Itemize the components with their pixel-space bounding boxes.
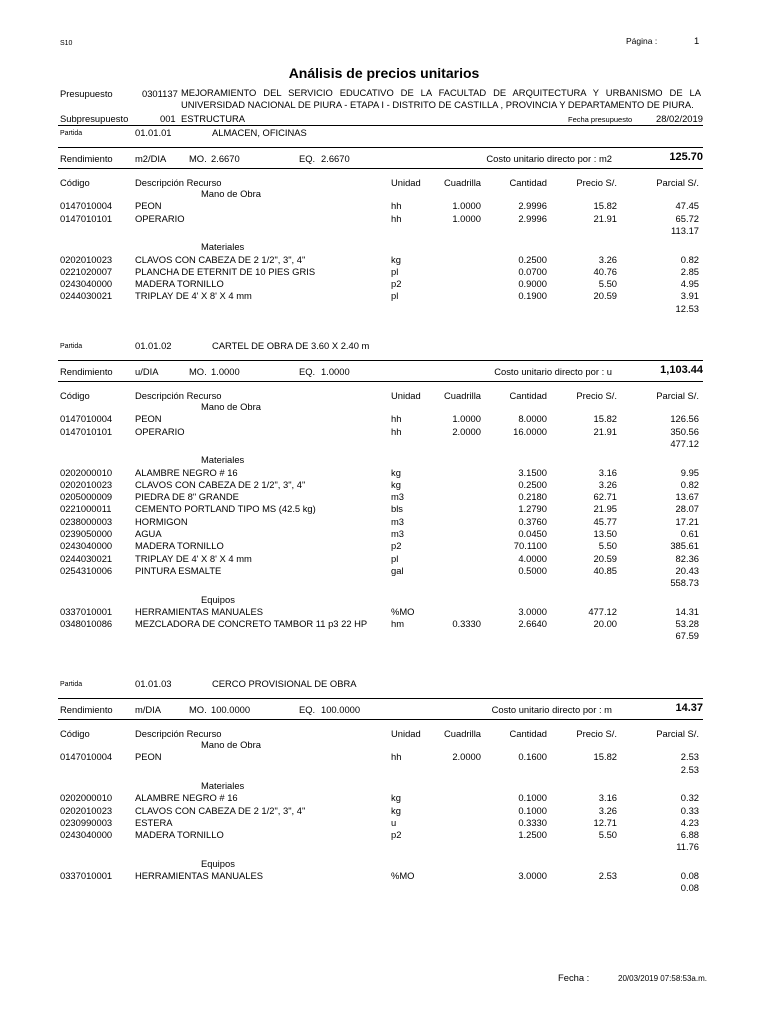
materiales-subtotal: 12.53 — [675, 302, 699, 314]
resource-quantity: 0.1000 — [518, 804, 547, 816]
resource-partial: 0.82 — [680, 478, 699, 490]
resource-unit: m3 — [391, 528, 405, 539]
resource-price: 20.59 — [593, 552, 617, 564]
resource-description: MADERA TORNILLO — [135, 829, 224, 841]
resource-cuadrilla: 1.0000 — [452, 212, 481, 224]
resource-code: 0244030021 — [60, 290, 113, 302]
resource-price: 15.82 — [593, 751, 617, 763]
resource-partial: 0.32 — [680, 792, 699, 804]
subpresupuesto-name: ESTRUCTURA — [181, 113, 246, 124]
resource-description: MADERA TORNILLO — [135, 278, 224, 290]
resource-price: 5.50 — [598, 829, 617, 841]
costo-unitario-value: 1,103.44 — [660, 364, 703, 376]
resource-description: HERRAMIENTAS MANUALES — [135, 605, 263, 617]
resource-description: PEON — [135, 751, 162, 763]
materiales-group-label: Materiales — [201, 454, 245, 466]
presupuesto-description: MEJORAMIENTO DEL SERVICIO EDUCATIVO DE LA FACULTAD DE ARQUITECTURA Y URBANISMO DE LA UNIVERSIDAD NACIONAL DE PIURA - ETAPA I - DISTRITO DE CASTILLA , PROVINCIA Y DEPARTAMENTO DE PIURA. — [181, 87, 701, 110]
col-header-cuadrilla: Cuadrilla — [444, 390, 481, 401]
resource-price: 477.12 — [588, 605, 617, 617]
col-header-unidad: Unidad — [391, 177, 421, 188]
resource-description: CLAVOS CON CABEZA DE 2 1/2", 3", 4" — [135, 804, 306, 816]
costo-unitario-value: 125.70 — [669, 151, 703, 163]
mo-value: 2.6670 — [211, 153, 240, 164]
equipos-group-label: Equipos — [201, 857, 235, 869]
resource-code: 0230990003 — [60, 816, 113, 828]
resource-price: 40.76 — [593, 265, 617, 277]
resource-price: 15.82 — [593, 413, 617, 425]
resource-cuadrilla: 1.0000 — [452, 413, 481, 425]
resource-description: PEON — [135, 200, 162, 212]
resource-description: TRIPLAY DE 4' X 8' X 4 mm — [135, 552, 252, 564]
materiales-subtotal: 11.76 — [676, 841, 699, 853]
resource-code: 0337010001 — [60, 605, 113, 617]
mo-label: MO. — [189, 704, 207, 715]
costo-unitario-label: Costo unitario directo por : u — [494, 366, 612, 377]
resource-description: ALAMBRE NEGRO # 16 — [135, 792, 238, 804]
resource-partial: 2.53 — [680, 751, 699, 763]
resource-description: TRIPLAY DE 4' X 8' X 4 mm — [135, 290, 252, 302]
resource-cuadrilla: 2.0000 — [452, 751, 481, 763]
resource-cuadrilla: 1.0000 — [452, 200, 481, 212]
resource-partial: 0.08 — [680, 870, 699, 881]
resource-code: 0243040000 — [60, 278, 113, 290]
subpresupuesto-code: 001 — [160, 113, 176, 124]
resource-code: 0202000010 — [60, 466, 113, 478]
resource-partial: 82.36 — [675, 552, 699, 564]
resource-description: OPERARIO — [135, 425, 185, 437]
costo-unitario-value: 14.37 — [675, 702, 703, 714]
rendimiento-label: Rendimiento — [60, 704, 113, 715]
col-header-precio: Precio S/. — [576, 390, 617, 401]
mano-de-obra-subtotal: 2.53 — [680, 763, 699, 775]
resource-price: 12.71 — [593, 816, 617, 828]
resource-unit: hh — [391, 425, 402, 437]
resource-description: HERRAMIENTAS MANUALES — [135, 870, 263, 881]
resource-quantity: 0.5000 — [518, 564, 547, 576]
mano-de-obra-group-label: Mano de Obra — [201, 739, 261, 750]
rendimiento-divider — [58, 381, 703, 382]
resource-price: 62.71 — [593, 491, 617, 503]
rendimiento-label: Rendimiento — [60, 153, 113, 164]
resource-price: 20.00 — [593, 618, 617, 630]
resource-description: MADERA TORNILLO — [135, 540, 224, 552]
equipos-subtotal: 67.59 — [675, 630, 699, 642]
resource-partial: 385.61 — [670, 540, 699, 552]
resource-partial: 0.33 — [680, 804, 699, 816]
resource-partial: 14.31 — [675, 605, 699, 617]
costo-unitario-label: Costo unitario directo por : m2 — [486, 153, 612, 164]
resource-partial: 28.07 — [675, 503, 699, 515]
mo-value: 100.0000 — [211, 704, 251, 715]
col-header-parcial: Parcial S/. — [656, 177, 699, 188]
resource-quantity: 16.0000 — [513, 425, 547, 437]
equipos-subtotal: 0.08 — [680, 882, 699, 894]
resource-description: ESTERA — [135, 816, 173, 828]
resource-unit: gal — [391, 564, 404, 576]
equipos-group-label: Equipos — [201, 593, 235, 605]
eq-value: 1.0000 — [321, 366, 350, 377]
resource-code: 0202000010 — [60, 792, 113, 804]
col-header-codigo: Código — [60, 177, 90, 188]
resource-description: HORMIGON — [135, 515, 188, 527]
resource-unit: kg — [391, 804, 401, 816]
materiales-subtotal: 558.73 — [670, 577, 699, 589]
presupuesto-label: Presupuesto — [60, 88, 113, 99]
resource-quantity: 0.3330 — [518, 816, 547, 828]
resource-price: 21.91 — [593, 212, 617, 224]
resource-unit: bls — [391, 503, 403, 515]
resource-quantity: 0.9000 — [518, 278, 547, 290]
resource-quantity: 0.1900 — [518, 290, 547, 302]
resource-code: 0243040000 — [60, 829, 113, 841]
resource-code: 0244030021 — [60, 552, 113, 564]
mano-de-obra-subtotal: 477.12 — [670, 437, 699, 449]
resource-quantity: 4.0000 — [518, 552, 547, 564]
resource-partial: 350.56 — [670, 425, 699, 437]
resource-code: 0147010004 — [60, 200, 113, 212]
col-header-unidad: Unidad — [391, 390, 421, 401]
resource-unit: p2 — [391, 540, 402, 552]
resource-unit: hh — [391, 200, 402, 212]
resource-partial: 0.82 — [680, 253, 699, 265]
resource-partial: 9.95 — [680, 466, 699, 478]
resource-quantity: 0.0700 — [518, 265, 547, 277]
col-header-unidad: Unidad — [391, 728, 421, 739]
resource-code: 0221000011 — [60, 503, 112, 515]
resource-partial: 126.56 — [670, 413, 699, 425]
resource-unit: p2 — [391, 278, 402, 290]
resource-description: PIEDRA DE 8" GRANDE — [135, 491, 239, 503]
rendimiento-label: Rendimiento — [60, 366, 113, 377]
resource-unit: u — [391, 816, 397, 828]
resource-unit: %MO — [391, 605, 415, 617]
rendimiento-unit: m2/DIA — [135, 153, 167, 164]
eq-value: 100.0000 — [321, 704, 361, 715]
resource-partial: 4.23 — [680, 816, 699, 828]
fecha-presupuesto-value: 28/02/2019 — [656, 113, 703, 124]
resource-quantity: 2.9996 — [518, 212, 547, 224]
partida-name: CARTEL DE OBRA DE 3.60 X 2.40 m — [212, 340, 370, 351]
resource-unit: hh — [391, 751, 402, 763]
fecha-presupuesto-label: Fecha presupuesto — [568, 115, 633, 124]
resource-quantity: 0.3760 — [518, 515, 547, 527]
partida-name: ALMACEN, OFICINAS — [212, 127, 307, 138]
rendimiento-unit: u/DIA — [135, 366, 159, 377]
resource-quantity: 0.2500 — [518, 253, 547, 265]
resource-partial: 0.61 — [680, 528, 699, 539]
resource-description: PINTURA ESMALTE — [135, 564, 222, 576]
resource-unit: hm — [391, 618, 405, 630]
col-header-cantidad: Cantidad — [509, 728, 547, 739]
resource-price: 15.82 — [593, 200, 617, 212]
resource-partial: 65.72 — [675, 212, 699, 224]
resource-price: 21.95 — [593, 503, 617, 515]
eq-label: EQ. — [299, 704, 316, 715]
resource-partial: 6.88 — [680, 829, 699, 841]
mano-de-obra-group-label: Mano de Obra — [201, 401, 261, 412]
partida-label: Partida — [60, 343, 83, 350]
resource-code: 0202010023 — [60, 253, 113, 265]
resource-price: 40.85 — [593, 564, 617, 576]
resource-quantity: 3.0000 — [518, 605, 547, 617]
resource-code: 0348010086 — [60, 618, 113, 630]
resource-description: PLANCHA DE ETERNIT DE 10 PIES GRIS — [135, 265, 316, 277]
resource-quantity: 2.6640 — [518, 618, 547, 630]
col-header-cuadrilla: Cuadrilla — [444, 728, 481, 739]
resource-code: 0238000003 — [60, 515, 113, 527]
presupuesto-code: 0301137 — [142, 88, 178, 99]
resource-code: 0221020007 — [60, 265, 113, 277]
resource-price: 5.50 — [598, 540, 617, 552]
resource-quantity: 0.0450 — [518, 528, 547, 539]
eq-value: 2.6670 — [321, 153, 350, 164]
resource-price: 20.59 — [593, 290, 617, 302]
resource-quantity: 0.2500 — [518, 478, 547, 490]
resource-price: 13.50 — [593, 528, 617, 539]
resource-quantity: 1.2790 — [518, 503, 547, 515]
partida-label: Partida — [60, 130, 83, 137]
resource-code: 0147010101 — [60, 212, 113, 224]
resource-quantity: 3.1500 — [518, 466, 547, 478]
resource-unit: p2 — [391, 829, 402, 841]
resource-partial: 20.43 — [675, 564, 699, 576]
page-title: Análisis de precios unitarios — [288, 65, 480, 81]
mo-value: 1.0000 — [211, 366, 240, 377]
resource-price: 3.16 — [598, 792, 617, 804]
col-header-codigo: Código — [60, 728, 90, 739]
resource-quantity: 0.2180 — [518, 491, 547, 503]
resource-code: 0202010023 — [60, 478, 113, 490]
resource-description: MEZCLADORA DE CONCRETO TAMBOR 11 p3 22 HP — [135, 618, 368, 630]
resource-partial: 47.45 — [675, 200, 699, 212]
resource-code: 0147010004 — [60, 751, 113, 763]
col-header-cantidad: Cantidad — [509, 390, 547, 401]
resource-price: 3.26 — [598, 253, 617, 265]
mo-label: MO. — [189, 153, 207, 164]
col-header-parcial: Parcial S/. — [656, 390, 699, 401]
resource-description: CLAVOS CON CABEZA DE 2 1/2", 3", 4" — [135, 253, 306, 265]
col-header-cuadrilla: Cuadrilla — [444, 177, 481, 188]
resource-price: 21.91 — [593, 425, 617, 437]
resource-code: 0243040000 — [60, 540, 113, 552]
eq-label: EQ. — [299, 366, 316, 377]
partida-code: 01.01.03 — [135, 678, 172, 689]
resource-price: 5.50 — [598, 278, 617, 290]
partida-divider — [58, 147, 703, 148]
resource-code: 0147010101 — [60, 425, 113, 437]
resource-unit: pl — [391, 552, 399, 564]
col-header-descripcion: Descripción Recurso — [135, 177, 222, 188]
resource-unit: m3 — [391, 491, 405, 503]
col-header-codigo: Código — [60, 390, 90, 401]
resource-cuadrilla: 0.3330 — [452, 618, 481, 630]
page-number: 1 — [694, 35, 700, 46]
resource-unit: kg — [391, 253, 401, 265]
resource-code: 0239050000 — [60, 528, 113, 539]
resource-quantity: 0.1000 — [518, 792, 547, 804]
resource-description: PEON — [135, 413, 162, 425]
resource-price: 45.77 — [593, 515, 617, 527]
resource-code: 0147010004 — [60, 413, 113, 425]
resource-description: AGUA — [135, 528, 162, 539]
resource-quantity: 2.9996 — [518, 200, 547, 212]
materiales-group-label: Materiales — [201, 241, 245, 253]
resource-quantity: 8.0000 — [518, 413, 547, 425]
resource-partial: 3.91 — [680, 290, 699, 302]
resource-quantity: 70.1100 — [513, 540, 547, 552]
resource-description: CEMENTO PORTLAND TIPO MS (42.5 kg) — [135, 503, 316, 515]
resource-price: 3.16 — [598, 466, 617, 478]
resource-quantity: 3.0000 — [518, 870, 547, 881]
col-header-descripcion: Descripción Recurso — [135, 390, 222, 401]
materiales-group-label: Materiales — [201, 779, 245, 791]
resource-unit: pl — [391, 265, 399, 277]
resource-quantity: 1.2500 — [518, 829, 547, 841]
resource-unit: kg — [391, 478, 401, 490]
resource-unit: hh — [391, 212, 402, 224]
partida-divider — [58, 698, 703, 699]
resource-description: ALAMBRE NEGRO # 16 — [135, 466, 238, 478]
rendimiento-divider — [58, 719, 703, 720]
mo-label: MO. — [189, 366, 207, 377]
resource-description: OPERARIO — [135, 212, 185, 224]
resource-unit: %MO — [391, 870, 415, 881]
subpresupuesto-label: Subpresupuesto — [60, 113, 129, 124]
mano-de-obra-group-label: Mano de Obra — [201, 188, 261, 199]
footer-date-value: 20/03/2019 07:58:53a.m. — [618, 974, 707, 983]
resource-unit: m3 — [391, 515, 405, 527]
resource-partial: 13.67 — [675, 491, 699, 503]
resource-unit: kg — [391, 792, 401, 804]
partida-name: CERCO PROVISIONAL DE OBRA — [212, 678, 357, 689]
resource-quantity: 0.1600 — [518, 751, 547, 763]
resource-unit: pl — [391, 290, 399, 302]
resource-partial: 17.21 — [675, 515, 699, 527]
rendimiento-divider — [58, 168, 703, 169]
partida-divider — [58, 360, 703, 361]
footer-date-label: Fecha : — [558, 972, 590, 983]
partida-code: 01.01.01 — [135, 127, 172, 138]
resource-unit: kg — [391, 466, 401, 478]
partida-code: 01.01.02 — [135, 340, 172, 351]
col-header-descripcion: Descripción Recurso — [135, 728, 222, 739]
rendimiento-unit: m/DIA — [135, 704, 162, 715]
resource-price: 3.26 — [598, 478, 617, 490]
partida-label: Partida — [60, 681, 83, 688]
resource-code: 0254310006 — [60, 564, 113, 576]
col-header-precio: Precio S/. — [576, 177, 617, 188]
resource-code: 0202010023 — [60, 804, 113, 816]
resource-partial: 4.95 — [680, 278, 699, 290]
col-header-parcial: Parcial S/. — [656, 728, 699, 739]
page-label: Página : — [626, 36, 658, 46]
resource-code: 0205000009 — [60, 491, 113, 503]
col-header-precio: Precio S/. — [576, 728, 617, 739]
resource-price: 2.53 — [598, 870, 617, 881]
resource-price: 3.26 — [598, 804, 617, 816]
mano-de-obra-subtotal: 113.17 — [671, 224, 699, 236]
costo-unitario-label: Costo unitario directo por : m — [491, 704, 612, 715]
resource-code: 0337010001 — [60, 870, 113, 881]
resource-partial: 2.85 — [680, 265, 699, 277]
resource-description: CLAVOS CON CABEZA DE 2 1/2", 3", 4" — [135, 478, 306, 490]
report-code: S10 — [60, 40, 73, 47]
eq-label: EQ. — [299, 153, 316, 164]
col-header-cantidad: Cantidad — [509, 177, 547, 188]
resource-cuadrilla: 2.0000 — [452, 425, 481, 437]
resource-partial: 53.28 — [675, 618, 699, 630]
resource-unit: hh — [391, 413, 402, 425]
